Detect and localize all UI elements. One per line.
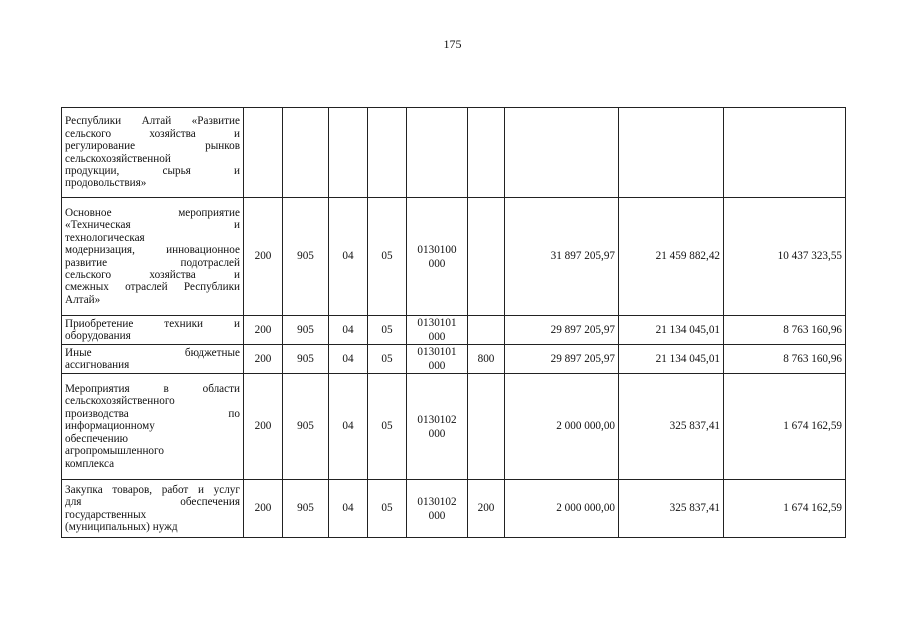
row-description	[62, 345, 244, 374]
cell-section: 04	[329, 316, 368, 345]
cell-section: 04	[329, 480, 368, 538]
description-line: сельского хозяйства и	[65, 127, 240, 140]
cell-expense-type	[468, 108, 505, 198]
description-line: обеспечению	[65, 432, 128, 445]
cell-target-article	[407, 198, 468, 316]
row-description	[62, 198, 244, 316]
row-description	[62, 480, 244, 538]
description-line: производства по	[65, 407, 240, 420]
cell-ved: 905	[283, 198, 329, 316]
budget-table	[61, 107, 846, 538]
description-line: агропромышленного	[65, 445, 164, 458]
cell-vr: 200	[244, 480, 283, 538]
description-line: Иные бюджетные	[65, 346, 240, 359]
cell-amount-remaining: 1 674 162,59	[724, 374, 846, 480]
cell-ved: 905	[283, 316, 329, 345]
cell-amount-executed: 325 837,41	[619, 480, 724, 538]
row-description	[62, 108, 244, 198]
cell-ved: 905	[283, 374, 329, 480]
cell-target-article	[407, 374, 468, 480]
cell-expense-type	[468, 316, 505, 345]
target-article-part: 000	[428, 257, 446, 270]
cell-amount-plan: 2 000 000,00	[505, 480, 619, 538]
cell-expense-type: 200	[468, 480, 505, 538]
cell-amount-remaining: 8 763 160,96	[724, 345, 846, 374]
description-line: государственных	[65, 508, 147, 521]
cell-vr: 200	[244, 198, 283, 316]
row-description	[62, 316, 244, 345]
target-article-part: 0130100	[417, 243, 457, 256]
description-line: Республики Алтай «Развитие	[65, 115, 240, 128]
description-line: модернизация, инновационное	[65, 244, 240, 257]
cell-subsection: 05	[368, 345, 407, 374]
table-row	[62, 108, 846, 198]
cell-amount-executed: 21 134 045,01	[619, 316, 724, 345]
target-article-part: 0130102	[417, 413, 457, 426]
cell-subsection: 05	[368, 374, 407, 480]
cell-expense-type	[468, 374, 505, 480]
cell-amount-remaining: 1 674 162,59	[724, 480, 846, 538]
target-article-part: 0130102	[417, 495, 457, 508]
table-row	[62, 198, 846, 316]
cell-vr: 200	[244, 374, 283, 480]
cell-expense-type: 800	[468, 345, 505, 374]
description-line: ассигнования	[65, 359, 130, 371]
cell-amount-executed: 21 134 045,01	[619, 345, 724, 374]
cell-target-article	[407, 480, 468, 538]
cell-subsection: 05	[368, 480, 407, 538]
cell-section: 04	[329, 345, 368, 374]
cell-amount-plan: 2 000 000,00	[505, 374, 619, 480]
cell-section: 04	[329, 198, 368, 316]
cell-ved: 905	[283, 480, 329, 538]
target-article-part: 000	[428, 360, 446, 372]
description-line: Приобретение техники и	[65, 317, 240, 330]
cell-vr: 200	[244, 345, 283, 374]
description-line: сельскохозяйственной	[65, 152, 171, 165]
target-article-part: 0130101	[417, 346, 457, 358]
cell-section	[329, 108, 368, 198]
description-line: Закупка товаров, работ и услуг	[65, 483, 240, 496]
page-number: 175	[443, 37, 462, 51]
cell-amount-remaining: 8 763 160,96	[724, 316, 846, 345]
cell-ved	[283, 108, 329, 198]
description-line: развитие подотраслей	[65, 256, 240, 269]
cell-amount-executed: 21 459 882,42	[619, 198, 724, 316]
cell-amount-plan	[505, 108, 619, 198]
cell-subsection: 05	[368, 316, 407, 345]
cell-amount-executed: 325 837,41	[619, 374, 724, 480]
description-line: продовольствия»	[65, 177, 147, 190]
cell-target-article	[407, 316, 468, 345]
cell-subsection	[368, 108, 407, 198]
cell-section: 04	[329, 374, 368, 480]
cell-amount-plan: 29 897 205,97	[505, 345, 619, 374]
target-article-part: 0130101	[417, 317, 457, 329]
description-line: смежных отраслей Республики	[65, 281, 240, 294]
description-line: Основное мероприятие	[65, 206, 240, 219]
description-line: оборудования	[65, 330, 131, 342]
description-line: продукции, сырья и	[65, 164, 240, 177]
description-line: информационному	[65, 420, 155, 433]
cell-target-article	[407, 108, 468, 198]
row-description	[62, 374, 244, 480]
cell-amount-plan: 31 897 205,97	[505, 198, 619, 316]
cell-subsection: 05	[368, 198, 407, 316]
table-row	[62, 374, 846, 480]
description-line: Алтай»	[65, 293, 101, 306]
cell-vr: 200	[244, 316, 283, 345]
cell-amount-remaining: 10 437 323,55	[724, 198, 846, 316]
cell-target-article	[407, 345, 468, 374]
cell-amount-remaining	[724, 108, 846, 198]
description-line: «Техническая и	[65, 219, 240, 232]
description-line: технологическая	[65, 231, 145, 244]
cell-amount-plan: 29 897 205,97	[505, 316, 619, 345]
table-row	[62, 316, 846, 345]
cell-amount-executed	[619, 108, 724, 198]
description-line: для обеспечения	[65, 496, 240, 509]
description-line: сельского хозяйства и	[65, 268, 240, 281]
description-line: комплекса	[65, 457, 115, 470]
table-row	[62, 480, 846, 538]
description-line: Мероприятия в области	[65, 383, 240, 396]
description-line: сельскохозяйственного	[65, 395, 175, 408]
cell-ved: 905	[283, 345, 329, 374]
target-article-part: 000	[428, 331, 446, 343]
target-article-part: 000	[428, 509, 446, 522]
cell-expense-type	[468, 198, 505, 316]
cell-vr	[244, 108, 283, 198]
description-line: (муниципальных) нужд	[65, 520, 178, 533]
description-line: регулирование рынков	[65, 140, 240, 153]
target-article-part: 000	[428, 427, 446, 440]
table-row	[62, 345, 846, 374]
